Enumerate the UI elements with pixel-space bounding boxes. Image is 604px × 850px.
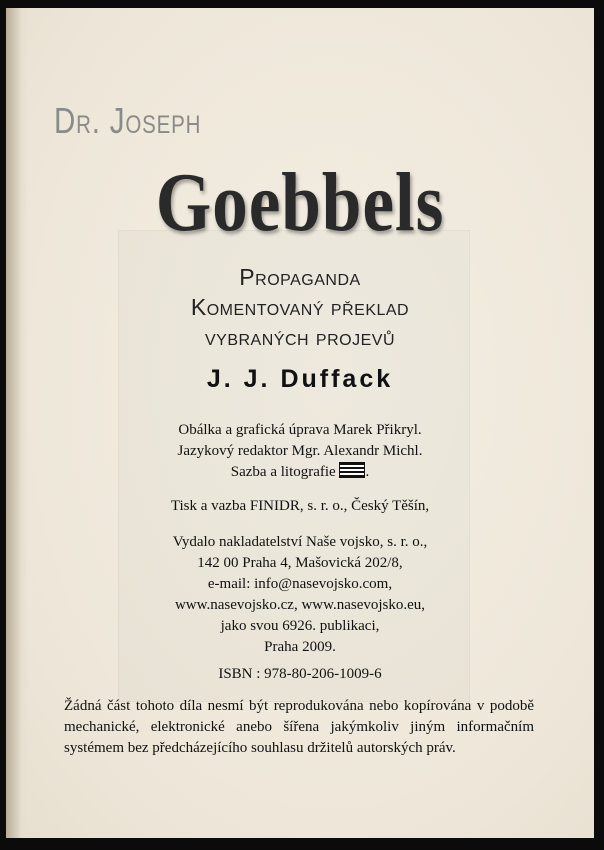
- subtitle-line-3: vybraných projevů: [204, 324, 396, 350]
- publisher-line-2: 142 00 Praha 4, Mašovická 202/8,: [197, 555, 403, 571]
- publisher-line-3: e-mail: info@nasevojsko.com,: [207, 576, 393, 592]
- credit-editor: Jazykový redaktor Mgr. Alexandr Michl.: [177, 443, 423, 459]
- author-name: Dr. Joseph: [54, 100, 202, 141]
- book-title: Goebbels: [155, 156, 445, 249]
- subtitle-line-2: Komentovaný překlad: [190, 294, 410, 320]
- typesetter-logo-icon: [339, 462, 365, 478]
- publisher-line-4: www.nasevojsko.cz, www.nasevojsko.eu,: [174, 597, 426, 613]
- credit-typesetting-label: Sazba a litografie: [230, 464, 336, 480]
- copyright-notice: Žádná část tohoto díla nesmí být reprodukována nebo kopírována v podobě mechanické, elektronické anebo šířena jakýmkoliv jiným informačním systémem bez předcházejícího souhlasu držitelů autorských práv.: [64, 698, 534, 756]
- publisher-line-5: jako svou 6926. publikaci,: [220, 618, 380, 634]
- translator-name: J. J. Duffack: [206, 365, 394, 393]
- publisher-line-1: Vydalo nakladatelství Naše vojsko, s. r. o.,: [172, 534, 428, 550]
- book-page: [6, 8, 594, 838]
- isbn: ISBN : 978-80-206-1009-6: [218, 666, 382, 682]
- publisher-line-6: Praha 2009.: [264, 639, 336, 655]
- subtitle-line-1: Propaganda: [239, 264, 361, 290]
- print-info: Tisk a vazba FINIDR, s. r. o., Český Těšín,: [170, 498, 430, 514]
- credit-typesetting: Sazba a litografie .: [230, 464, 370, 480]
- credit-cover-design: Obálka a grafická úprava Marek Přikryl.: [178, 422, 422, 438]
